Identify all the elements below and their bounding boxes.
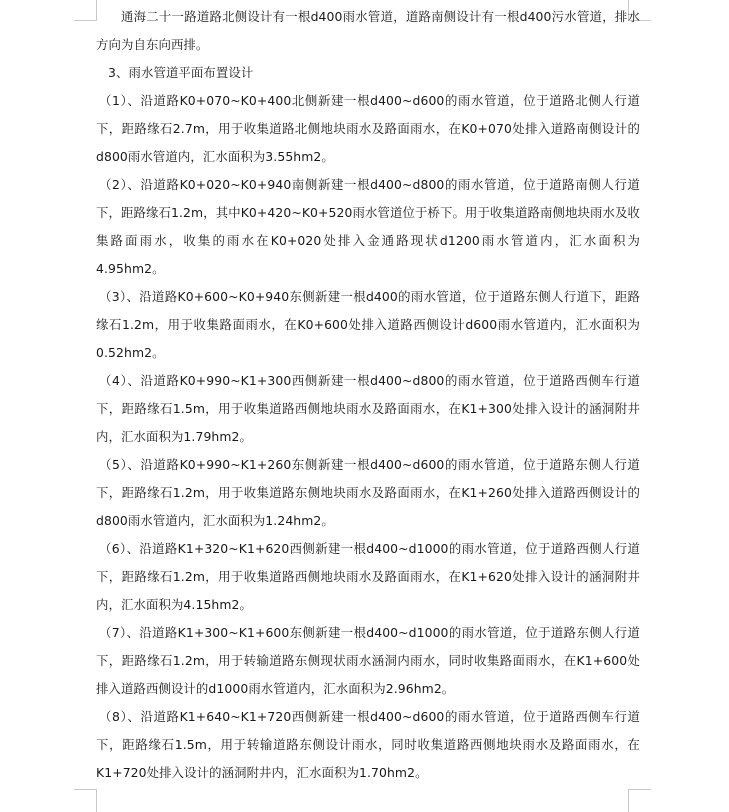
document-body[interactable]: [96, 0, 640, 787]
list-item: （3）、沿道路K0+600~K0+940东侧新建一根d400的雨水管道，位于道路东侧人行道下，距路缘石1.2m，用于收集路面雨水，在K0+600处排入道路西侧设计d600雨水管道内，汇水面积为0.52hm2。: [96, 289, 640, 360]
intro-paragraph: 通海二十一路道路北侧设计有一根d400雨水管道，道路南侧设计有一根d400污水管道，排水方向为自东向西排。: [96, 9, 640, 52]
section-heading: 3、雨水管道平面布置设计: [108, 65, 254, 80]
crop-mark-top-left: [74, 0, 97, 21]
list-item: （6）、沿道路K1+320~K1+620西侧新建一根d400~d1000的雨水管道，位于道路西侧人行道下，距路缘石1.2m，用于收集道路西侧地块雨水及路面雨水，在K1+620处排入设计的涵洞附井内，汇水面积为4.15hm2。: [96, 541, 640, 612]
list-item: （4）、沿道路K0+990~K1+300西侧新建一根d400~d800的雨水管道，位于道路西侧车行道下，距路缘石1.5m，用于收集道路西侧地块雨水及路面雨水，在K1+300处排入设计的涵洞附井内，汇水面积为1.79hm2。: [96, 373, 640, 444]
list-item: （1）、沿道路K0+070~K0+400北侧新建一根d400~d600的雨水管道，位于道路北侧人行道下，距路缘石2.7m，用于收集道路北侧地块雨水及路面雨水，在K0+070处排入道路南侧设计的d800雨水管道内，汇水面积为3.55hm2。: [96, 93, 640, 164]
crop-mark-bottom-right: [628, 789, 651, 812]
list-item: （5）、沿道路K0+990~K1+260东侧新建一根d400~d600的雨水管道，位于道路东侧人行道下，距路缘石1.2m，用于收集道路东侧地块雨水及路面雨水，在K1+260处排入道路西侧设计的d800雨水管道内，汇水面积为1.24hm2。: [96, 457, 640, 528]
crop-mark-bottom-left: [74, 789, 97, 812]
list-item: （2）、沿道路K0+020~K0+940南侧新建一根d400~d800的雨水管道，位于道路南侧人行道下，距路缘石1.2m，其中K0+420~K0+520雨水管道位于桥下。用于收集道路南侧地块雨水及收集路面雨水，收集的雨水在K0+020处排入金通路现状d1200雨水管道内，汇水面积为4.95hm2。: [96, 177, 640, 276]
list-item: （8）、沿道路K1+640~K1+720西侧新建一根d400~d600的雨水管道，位于道路西侧车行道下，距路缘石1.5m，用于转输道路东侧设计雨水，同时收集道路西侧地块雨水及路面雨水，在K1+720处排入设计的涵洞附井内，汇水面积为1.70hm2。: [96, 709, 640, 780]
list-item: （7）、沿道路K1+300~K1+600东侧新建一根d400~d1000的雨水管道，位于道路东侧人行道下，距路缘石1.2m，用于转输道路东侧现状雨水涵洞内雨水，同时收集路面雨水，在K1+600处排入道路西侧设计的d1000雨水管道内，汇水面积为2.96hm2。: [96, 625, 640, 696]
